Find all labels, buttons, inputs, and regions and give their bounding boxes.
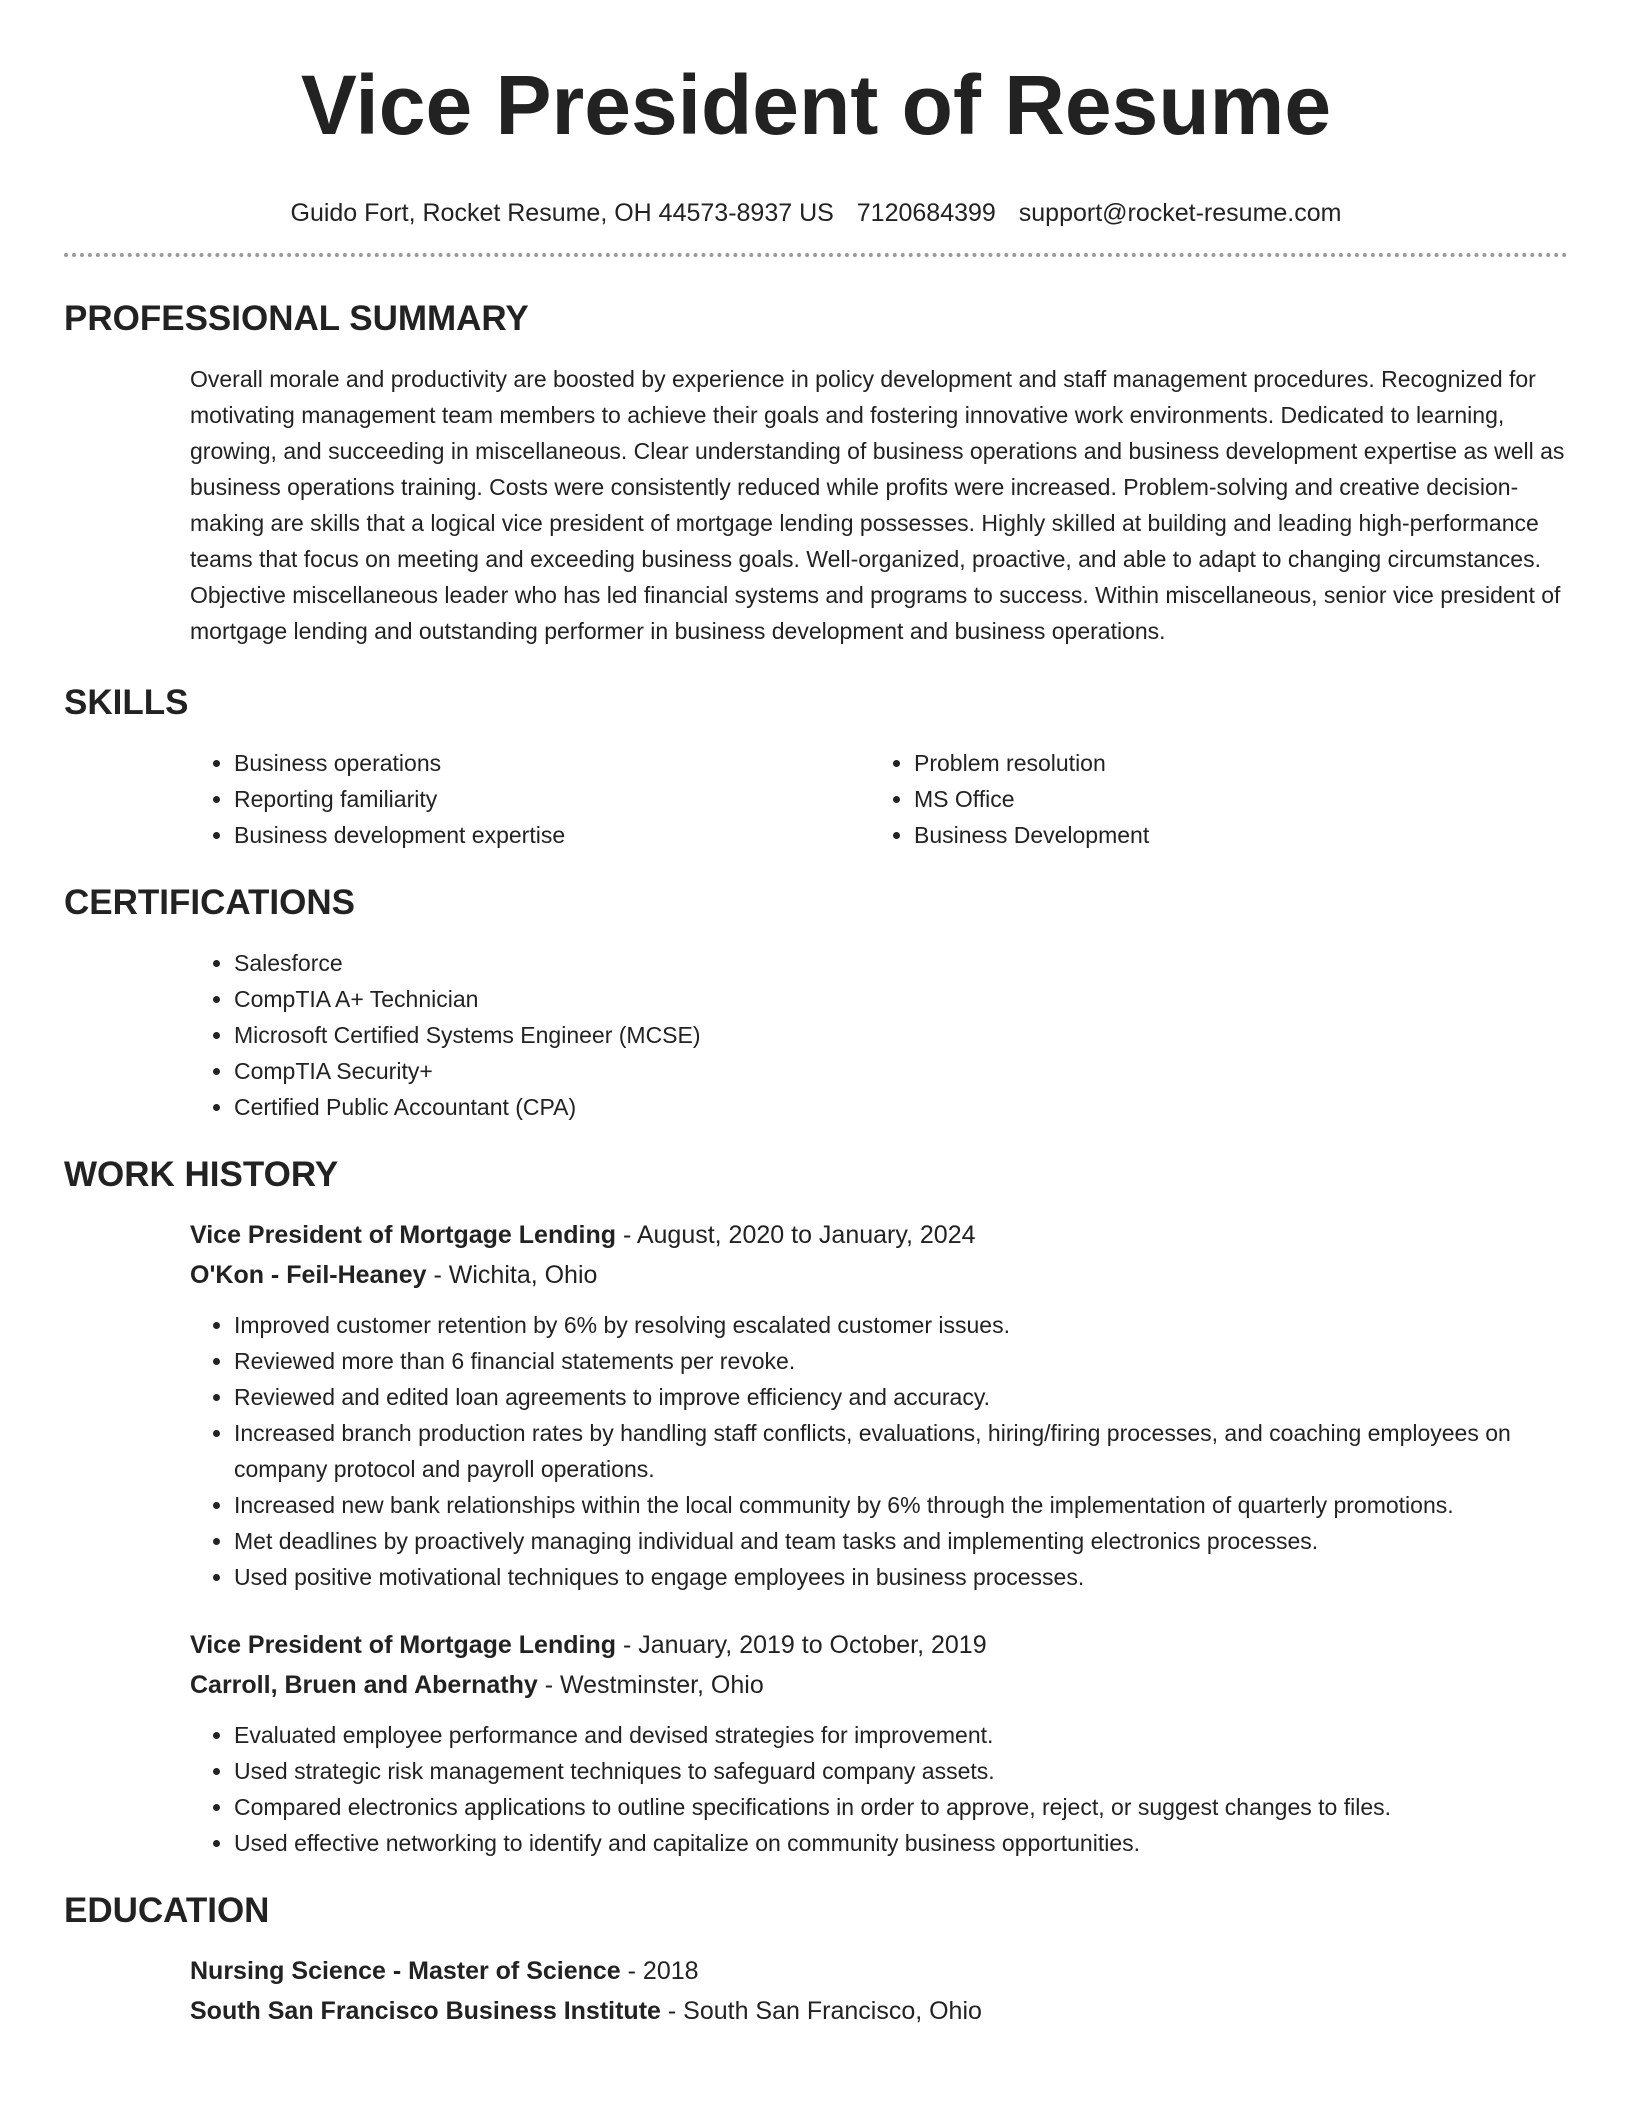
education-school-line: [190, 1991, 1568, 2031]
job-bullet: • Evaluated employee performance and devised strategies for improvement.: [234, 1717, 1568, 1753]
job-company: Carroll, Bruen and Abernathy: [190, 1671, 538, 1699]
job-bullet: • Increased branch production rates by handling staff conflicts, evaluations, hiring/firing processes, and coaching employees on company protocol and payroll operations.: [234, 1415, 1568, 1487]
certification-item: • Certified Public Accountant (CPA): [234, 1089, 1568, 1125]
certification-item: • CompTIA A+ Technician: [234, 981, 1568, 1017]
contact-address: Guido Fort, Rocket Resume, OH 44573-8937 US: [290, 199, 834, 227]
contact-line: [64, 197, 1568, 229]
skill-item: • Business operations: [234, 745, 870, 781]
job-bullet: • Used positive motivational techniques to engage employees in business processes.: [234, 1559, 1568, 1595]
job-entry: [64, 1215, 1568, 1595]
skills-heading: SKILLS: [64, 683, 189, 722]
job-bullet: • Increased new bank relationships within the local community by 6% through the implementation of quarterly promotions.: [234, 1487, 1568, 1523]
skill-item: • MS Office: [914, 781, 1550, 817]
skill-item: • Reporting familiarity: [234, 781, 870, 817]
job-company-line: [190, 1665, 1568, 1705]
education-school: South San Francisco Business Institute: [190, 1997, 661, 2025]
education-degree: Nursing Science - Master of Science: [190, 1957, 621, 1985]
education-year: - 2018: [620, 1957, 699, 1985]
job-title-line: [190, 1625, 1568, 1665]
job-title-line: [190, 1215, 1568, 1255]
skills-list: [64, 745, 1568, 853]
job-role: Vice President of Mortgage Lending: [190, 1631, 616, 1659]
header-divider: [64, 253, 1568, 257]
certification-item: • Salesforce: [234, 945, 1568, 981]
job-bullet: • Met deadlines by proactively managing individual and team tasks and implementing electronics processes.: [234, 1523, 1568, 1559]
skill-item: • Business Development: [914, 817, 1550, 853]
job-bullet: • Reviewed more than 6 financial statements per revoke.: [234, 1343, 1568, 1379]
skills-column-right: [870, 745, 1550, 853]
job-bullets: [190, 1307, 1568, 1595]
education-location: - South San Francisco, Ohio: [660, 1997, 982, 2025]
job-location: - Westminster, Ohio: [537, 1671, 764, 1699]
job-company: O'Kon - Feil-Heaney: [190, 1261, 427, 1289]
skill-item: • Business development expertise: [234, 817, 870, 853]
certification-item: • CompTIA Security+: [234, 1053, 1568, 1089]
job-dates: - August, 2020 to January, 2024: [616, 1221, 976, 1249]
job-bullet: • Compared electronics applications to outline specifications in order to approve, reject, or suggest changes to files.: [234, 1789, 1568, 1825]
education-heading: EDUCATION: [64, 1891, 270, 1930]
job-entry: [64, 1625, 1568, 1861]
job-bullets: [190, 1717, 1568, 1861]
job-bullet: • Improved customer retention by 6% by resolving escalated customer issues.: [234, 1307, 1568, 1343]
summary-heading: PROFESSIONAL SUMMARY: [64, 299, 529, 338]
resume-title: Vice President of Resume: [300, 58, 1332, 152]
work-history-heading: WORK HISTORY: [64, 1155, 339, 1194]
certifications-heading: CERTIFICATIONS: [64, 883, 356, 922]
job-company-line: [190, 1255, 1568, 1295]
contact-email[interactable]: support@rocket-resume.com: [1018, 199, 1342, 227]
job-dates: - January, 2019 to October, 2019: [616, 1631, 987, 1659]
skills-column-left: [190, 745, 870, 853]
job-role: Vice President of Mortgage Lending: [190, 1221, 616, 1249]
contact-phone: 7120684399: [856, 199, 996, 227]
job-bullet: • Used strategic risk management techniques to safeguard company assets.: [234, 1753, 1568, 1789]
job-bullet: • Reviewed and edited loan agreements to improve efficiency and accuracy.: [234, 1379, 1568, 1415]
job-location: - Wichita, Ohio: [426, 1261, 598, 1289]
certification-item: • Microsoft Certified Systems Engineer (MCSE): [234, 1017, 1568, 1053]
skill-item: • Problem resolution: [914, 745, 1550, 781]
job-bullet: • Used effective networking to identify and capitalize on community business opportunities.: [234, 1825, 1568, 1861]
education-entry: [64, 1951, 1568, 2031]
summary-text: Overall morale and productivity are boosted by experience in policy development and staff management procedures. Recognized for motivating management team members to achieve their goals and fostering innovative work environments. Dedicated to learning, growing, and succeeding in miscellaneous. Clear understanding of business operations and business development expertise as well as business operations training. Costs were consistently reduced while profits were increased. Problem-solving and creative decision-making are skills that a logical vice president of mortgage lending possesses. Highly skilled at building and leading high-performance teams that focus on meeting and exceeding business goals. Well-organized, proactive, and able to adapt to changing circumstances. Objective miscellaneous leader who has led financial systems and programs to success. Within miscellaneous, senior vice president of mortgage lending and outstanding performer in business development and business operations.: [190, 366, 1565, 644]
education-degree-line: [190, 1951, 1568, 1991]
certifications-list: [64, 945, 1568, 1125]
